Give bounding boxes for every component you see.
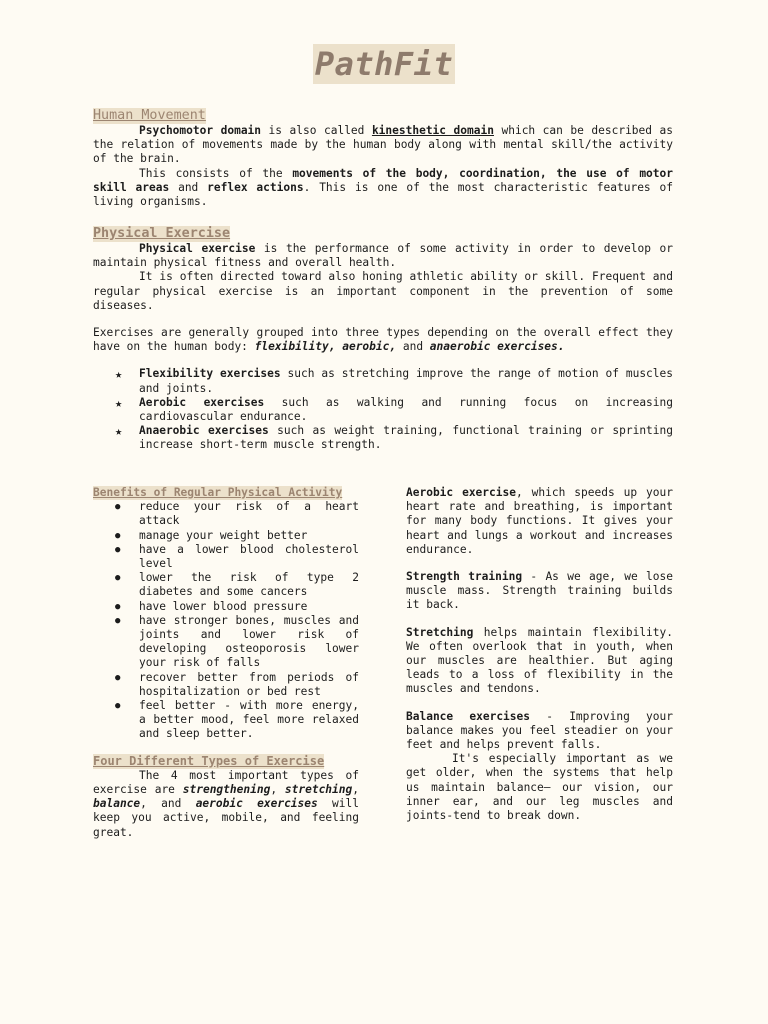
physical-exercise-definition: Physical exercise is the performance of some activity in order to develop or maintain physical fitness and overall health. <box>93 242 673 270</box>
benefits-list <box>93 500 359 741</box>
exercise-types-list <box>93 367 673 452</box>
movements-paragraph: This consists of the movements of the body, coordination, the use of motor skill areas and reflex actions. This is one of the most characteristic features of living organisms. <box>93 166 673 209</box>
list-item: ● reduce your risk of a heart attack <box>139 500 359 528</box>
list-item: ● have stronger bones, muscles and joints and lower risk of developing osteoporosis lower your risk of falls <box>139 614 359 671</box>
list-item: ★ Anaerobic exercises such as weight training, functional training or sprinting increase short-term muscle strength. <box>139 424 673 452</box>
page-title: PathFit <box>314 45 454 83</box>
physical-exercise-section <box>93 226 673 453</box>
four-types-paragraph: The 4 most important types of exercise are strengthening, stretching, balance, and aerobic exercises will keep you active, mobile, and feeling great. <box>93 768 359 839</box>
left-column <box>93 486 359 840</box>
list-item: ● feel better - with more energy, a better mood, feel more relaxed and sleep better. <box>139 699 359 742</box>
human-movement-section <box>93 108 673 209</box>
balance-paragraph: Balance exercises - Improving your balance makes you feel steadier on your feet and helps prevent falls. <box>406 709 673 752</box>
balance-paragraph-2: It's especially important as we get older, when the systems that help us maintain balance— our vision, our inner ear, and our leg muscles and joints-tend to break down. <box>406 752 673 823</box>
benefits-heading: Benefits of Regular Physical Activity <box>93 486 343 499</box>
list-item: ● have lower blood pressure <box>139 600 359 614</box>
list-item: ● manage your weight better <box>139 529 359 543</box>
physical-exercise-heading: Physical Exercise <box>93 226 231 241</box>
exercise-groups-paragraph: Exercises are generally grouped into three types depending on the overall effect they have on the human body: flexibility, aerobic, and anaerobic exercises. <box>93 326 673 354</box>
list-item: ★ Flexibility exercises such as stretching improve the range of motion of muscles and joints. <box>139 367 673 395</box>
list-item: ● have a lower blood cholesterol level <box>139 543 359 571</box>
list-item: ● lower the risk of type 2 diabetes and some cancers <box>139 571 359 599</box>
stretching-paragraph: Stretching helps maintain flexibility. We often overlook that in youth, when our muscles are healthier. But aging leads to a loss of flexibility in the muscles and tendons. <box>406 625 673 696</box>
four-types-heading: Four Different Types of Exercise <box>93 753 325 768</box>
physical-exercise-paragraph-2: It is often directed toward also honing athletic ability or skill. Frequent and regular physical exercise is an important component in the prevention of some diseases. <box>93 270 673 312</box>
psychomotor-paragraph: Psychomotor domain is also called kinesthetic domain which can be described as the relation of movements made by the human body along with mental skill/the activity of the brain. <box>93 124 673 166</box>
human-movement-heading: Human Movement <box>93 108 206 123</box>
right-column <box>406 486 673 823</box>
list-item: ● recover better from periods of hospitalization or bed rest <box>139 671 359 699</box>
aerobic-paragraph: Aerobic exercise, which speeds up your heart rate and breathing, is important for many body functions. It gives your heart and lungs a workout and increases endurance. <box>406 486 673 556</box>
list-item: ★ Aerobic exercises such as walking and running focus on increasing cardiovascular endurance. <box>139 396 673 424</box>
strength-paragraph: Strength training - As we age, we lose muscle mass. Strength training builds it back. <box>406 570 673 612</box>
